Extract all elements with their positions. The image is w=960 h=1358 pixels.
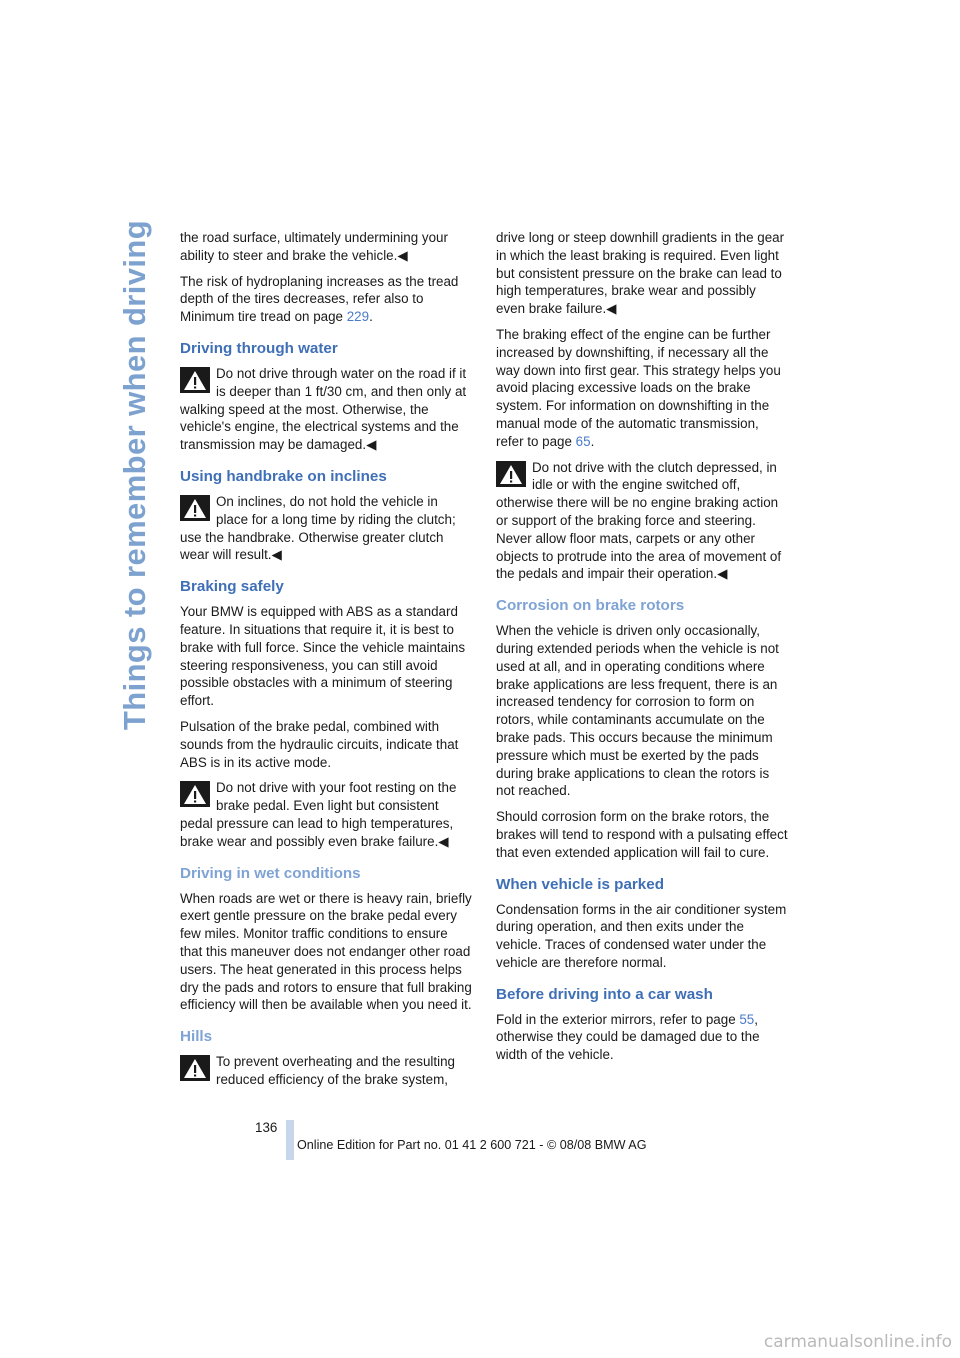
paragraph: Should corrosion form on the brake rotors, the brakes will tend to respond with a pulsating effect that even extended application will fail to cure. [496,809,788,860]
heading-hills: Hills [180,1028,213,1046]
paragraph: Condensation forms in the air conditioner system during operation, and then exits under the vehicle. Traces of condensed water under the vehicle are therefore normal. [496,901,787,970]
page-number: 136 [255,1120,278,1135]
warning-text: To prevent overheating and the resulting reduced efficiency of the brake system, [216,1054,455,1087]
right-column [496,229,788,1072]
paragraph: the road surface, ultimately undermining your ability to steer and brake the vehicle.◀ [180,230,448,263]
warning-text: Do not drive with the clutch depressed, in idle or with the engine switched off, otherwise there will be no engine braking action or support of the braking force and steering. Never allow floor mats, carpets or any other objects to protrude into the area of movement of the pedals and impair their operation.◀ [496,459,782,582]
warning-note [180,1053,472,1089]
heading-driving-through-water: Driving through water [180,339,338,357]
heading-corrosion-brake-rotors: Corrosion on brake rotors [496,597,685,615]
paragraph-text: The braking effect of the engine can be further increased by downshifting, if necessary all the way down into first gear. This strategy helps you avoid placing excessive loads on the brake system. For information on downshifting in the manual mode of the automatic transmission, refer to page [496,326,781,449]
heading-handbrake-inclines: Using handbrake on inclines [180,467,387,485]
paragraph-text: Fold in the exterior mirrors, refer to page [496,1011,740,1027]
warning-note [496,459,788,584]
paragraph: drive long or steep downhill gradients in the gear in which the least braking is required. Even light but consistent pressure on the brake can lead to high temperatures, brake wear and possibly even brake failure.◀ [496,230,785,317]
warning-triangle-icon [180,781,210,807]
heading-car-wash: Before driving into a car wash [496,985,713,1003]
paragraph [180,273,472,326]
page-link-55[interactable]: 55 [739,1011,755,1027]
paragraph [496,1011,788,1064]
side-chapter-title [112,219,158,731]
warning-triangle-icon [180,1055,210,1081]
warning-text: Do not drive with your foot resting on the brake pedal. Even light but consistent pedal pressure can lead to high temperatures, brake wear and possibly even brake failure.◀ [180,780,457,849]
warning-triangle-icon [180,367,210,393]
footer-accent-bar [286,1120,294,1160]
warning-text: On inclines, do not hold the vehicle in place for a long time by riding the clutch; use the handbrake. Otherwise greater clutch wear will result.◀ [180,493,456,563]
paragraph: When the vehicle is driven only occasionally, during extended periods when the vehicle is not used at all, and in operating conditions where brake applications are less frequent, there is an increased tendency for corrosion to form on rotors, while contaminants accumulate on the brake pads. This occurs because the minimum pressure which must be exerted by the pads during brake applications to clean the rotors is not reached. [496,623,779,799]
watermark: carmanualsonline.info [763,1332,952,1352]
warning-triangle-icon [496,461,526,487]
paragraph: Pulsation of the brake pedal, combined with sounds from the hydraulic circuits, indicate that ABS is in its active mode. [180,718,459,770]
paragraph: Your BMW is equipped with ABS as a standard feature. In situations that require it, it is best to brake with full force. Since the vehicle maintains steering responsiveness, you can still avoid possible obstacles with a minimum of steering effort. [180,604,466,709]
heading-braking-safely: Braking safely [180,578,284,596]
page-link-65[interactable]: 65 [575,433,591,449]
paragraph-end: . [590,433,595,449]
warning-triangle-icon [180,495,210,521]
paragraph: When roads are wet or there is heavy rain, briefly exert gentle pressure on the brake pedal every few miles. Monitor traffic conditions to ensure that this maneuver does not endanger other road users. The heat generated in this process helps dry the pads and rotors to ensure that full braking efficiency will then be available when you need it. [180,890,472,1013]
side-chapter-title-text: Things to remember when driving [117,219,152,731]
warning-text: Do not drive through water on the road if it is deeper than 1 ft/30 cm, and then only at walking speed at the most. Otherwise, the vehicle's engine, the electrical systems and the transmission may be damaged.◀ [180,365,467,453]
paragraph-text: The risk of hydroplaning increases as the tread depth of the tires decreases, refer also to Minimum tire tread on page [180,273,459,325]
paragraph-end: , otherwise they could be damaged due to the width of the vehicle. [496,1011,760,1063]
heading-wet-conditions: Driving in wet conditions [180,864,361,882]
warning-note [180,365,472,454]
page-link-229[interactable]: 229 [346,309,370,325]
warning-note [180,779,472,850]
warning-note [180,493,472,564]
left-column [180,229,472,1097]
paragraph [496,326,788,451]
paragraph-end: . [369,309,373,325]
footer-edition-text: Online Edition for Part no. 01 41 2 600 721 - © 08/08 BMW AG [297,1138,647,1152]
heading-vehicle-parked: When vehicle is parked [496,875,664,893]
